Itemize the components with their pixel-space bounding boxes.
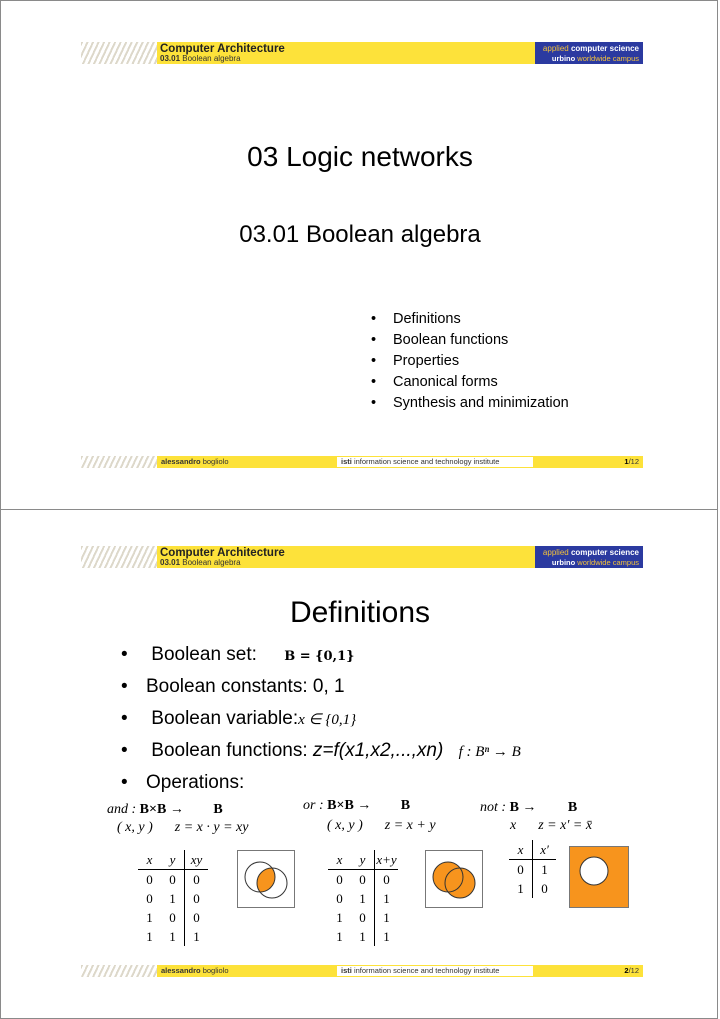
table-row: 0 1 0 [138, 889, 208, 908]
not-venn-diagram [569, 846, 629, 908]
table-row: 1 1 1 [138, 927, 208, 946]
and-signature: and : B×B → B [107, 802, 223, 817]
and-venn-diagram [237, 850, 295, 908]
campus-line-1: applied computer science [542, 44, 639, 53]
boolean-variable-formula: x ∈ {0,1} [298, 712, 357, 728]
and-definition: ( x, y ) z = x · y = xy [117, 820, 249, 835]
slide-footer [157, 965, 643, 977]
table-row: 0 0 0 [138, 870, 208, 890]
slide-header [157, 42, 643, 64]
toc-item-synthesis: • Synthesis and minimization [371, 393, 569, 414]
table-of-contents [371, 309, 569, 414]
toc-item-canonical-forms: • Canonical forms [371, 372, 569, 393]
table-row: 0 1 [509, 860, 556, 880]
institute: isti information science and technology institute [337, 966, 533, 976]
bullet-boolean-variable: • Boolean variable:x ∈ {0,1} [121, 708, 356, 730]
bullet-boolean-functions: • Boolean functions: z=f(x1,x2,...,xn) f : Bⁿ → B [121, 740, 521, 762]
footer-seal-logo [81, 456, 157, 468]
course-title: Computer Architecture [160, 547, 285, 559]
toc-item-definitions: • Definitions [371, 309, 569, 330]
and-truth-table: x y xy 0 0 0 0 1 0 1 0 0 1 1 1 [138, 850, 208, 946]
slide-1 [0, 0, 718, 510]
function-expression: z=f(x1,x2,...,xn) [312, 740, 444, 761]
table-row: 1 1 1 [328, 927, 398, 946]
or-truth-table: x y x+y 0 0 0 0 1 1 1 0 1 1 1 1 [328, 850, 398, 946]
table-row: 1 0 1 [328, 908, 398, 927]
toc-item-boolean-functions: • Boolean functions [371, 330, 569, 351]
or-definition: ( x, y ) z = x + y [327, 818, 436, 833]
or-venn-diagram [425, 850, 483, 908]
course-title: Computer Architecture [160, 43, 285, 55]
header-campus-box [535, 546, 643, 568]
table-row: 1 0 0 [138, 908, 208, 927]
table-row: 1 0 [509, 879, 556, 898]
bullet-boolean-constants: • Boolean constants: 0, 1 [121, 676, 345, 698]
not-truth-table: x x′ 0 1 1 0 [509, 840, 556, 898]
slide-footer [157, 456, 643, 468]
university-seal-logo [81, 42, 157, 64]
section-label: 03.01 Boolean algebra [160, 54, 241, 63]
not-signature: not : B → B [480, 800, 578, 815]
author: alessandro bogliolo [161, 966, 229, 975]
slide-header [157, 546, 643, 568]
bullet-operations: • Operations: [121, 772, 244, 794]
header-campus-box [535, 42, 643, 64]
slide-title: Definitions [289, 596, 431, 629]
university-seal-logo [81, 546, 157, 568]
toc-item-properties: • Properties [371, 351, 569, 372]
function-signature: f : Bⁿ → B [458, 744, 521, 760]
campus-line-1: applied computer science [542, 548, 639, 557]
slide-subtitle: 03.01 Boolean algebra [239, 221, 481, 248]
table-row: 0 1 1 [328, 889, 398, 908]
footer-seal-logo [81, 965, 157, 977]
campus-line-2: urbino worldwide campus [551, 54, 639, 63]
campus-line-2: urbino worldwide campus [551, 558, 639, 567]
boolean-set-formula: B = {0,1} [284, 649, 355, 664]
slide-2 [0, 509, 718, 1019]
section-label: 03.01 Boolean algebra [160, 558, 241, 567]
page-number: 2/12 [624, 966, 639, 975]
page-number: 1/12 [624, 457, 639, 466]
bullet-boolean-set: • Boolean set: B = {0,1} [121, 644, 354, 666]
author: alessandro bogliolo [161, 457, 229, 466]
institute: isti information science and technology institute [337, 457, 533, 467]
not-definition: x z = x′ = x̄ [510, 818, 593, 833]
table-row: 0 0 0 [328, 870, 398, 890]
or-signature: or : B×B → B [303, 798, 411, 813]
slide-title: 03 Logic networks [247, 141, 473, 172]
